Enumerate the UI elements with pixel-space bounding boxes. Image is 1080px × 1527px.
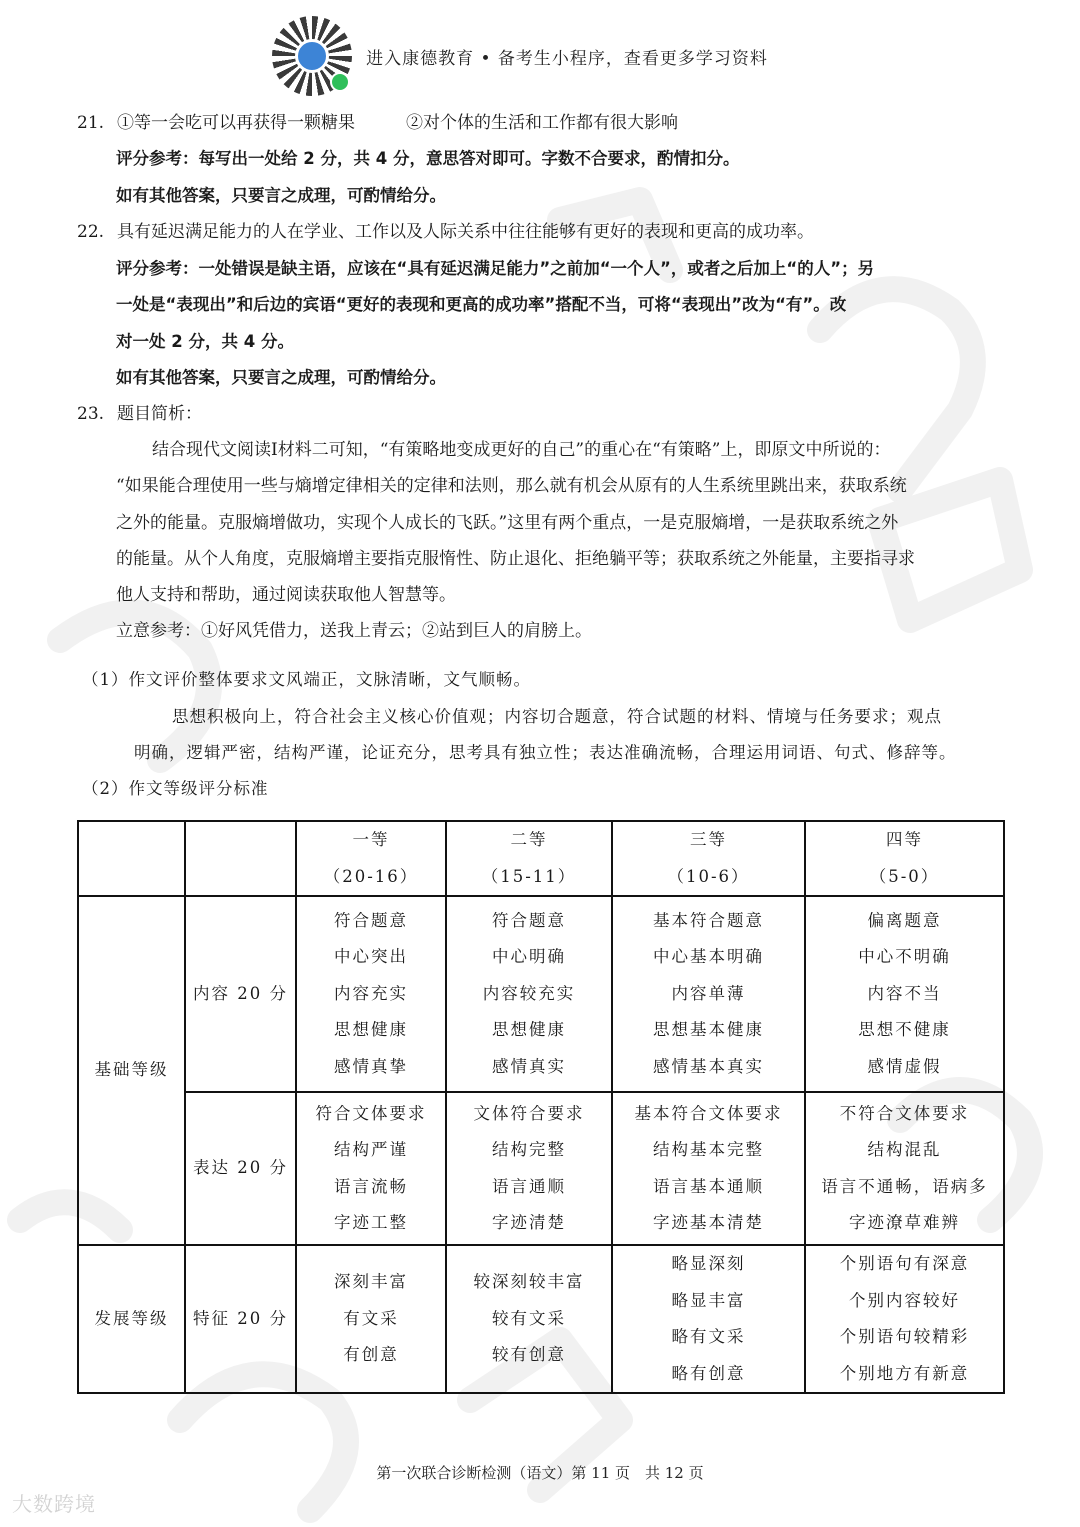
page-footer: 第一次联合诊断检测（语文）第 11 页 共 12 页 [376,1464,704,1482]
grade-header: 二等 （15-11） [446,821,612,896]
q21-answer-line [77,111,678,135]
q23-para-line: “如果能合理使用一些与熵增定律相关的定律和法则，那么就有机会从原有的人生系统里跳出来，获取系统 [116,476,907,496]
table-header-row [78,821,1004,896]
q22-score-line: 一处是“表现出”和后边的宾语“更好的表现和更高的成功率”搭配不当，可将“表现出”改为“有”。改 [116,295,847,314]
table-row [78,1092,1004,1245]
feature-cell: 深刻丰富 有文采 有创意 [296,1245,446,1393]
essay-section-1-line: 思想积极向上，符合社会主义核心价值观；内容切合题意，符合试题的材料、情境与任务要求；观点 [172,707,942,726]
essay-section-1-title: （1）作文评价整体要求文风端正，文脉清晰，文气顺畅。 [82,670,531,689]
q21-number: 21. [77,113,105,133]
essay-section-2-title: （2）作文等级评分标准 [82,779,269,798]
page-header [0,14,1080,98]
content-cell: 基本符合题意 中心基本明确 内容单薄 思想基本健康 感情基本真实 [612,896,805,1092]
corner-cell [78,821,185,896]
q23-heading: 题目简析： [117,404,202,424]
feature-cell: 较深刻较丰富 较有文采 较有创意 [446,1245,612,1393]
content-cell: 符合题意 中心突出 内容充实 思想健康 感情真挚 [296,896,446,1092]
expression-cell: 不符合文体要求 结构混乱 语言不通畅，语病多 字迹潦草难辨 [805,1092,1004,1245]
q23-para-line: 之外的能量。克服熵增做功，实现个人成长的飞跃。”这里有两个重点，一是克服熵增，一是获取系统之外 [116,513,899,533]
brand-text: 大数跨境 [12,1492,96,1516]
feature-cell: 略显深刻 略显丰富 略有文采 略有创意 [612,1245,805,1393]
feature-cell: 个别语句有深意 个别内容较好 个别语句较精彩 个别地方有新意 [805,1245,1004,1393]
q23-para-line: 他人支持和帮助，通过阅读获取他人智慧等。 [116,585,456,605]
brand-watermark [12,1488,96,1517]
corner-cell [185,821,296,896]
q21-answer: ①等一会吃可以再获得一颗糖果 ②对个体的生活和工作都有很大影响 [117,113,678,133]
q22-answer: 具有延迟满足能力的人在学业、工作以及人际关系中往往能够有更好的表现和更高的成功率。 [117,222,814,242]
q22-score-line: 对一处 2 分，共 4 分。 [116,332,294,351]
expression-label: 表达 20 分 [185,1092,296,1245]
table-row [78,1245,1004,1393]
q23-number: 23. [77,404,105,424]
logo-icon [295,39,329,73]
q23-para-line: 结合现代文阅读Ⅰ材料二可知，“有策略地变成更好的自己”的重心在“有策略”上，即原文中所说的： [152,440,891,460]
q22-score-line: 评分参考：一处错误是缺主语，应该在“具有延迟满足能力”之前加“一个人”，或者之后加上“的人”；另 [116,259,875,278]
q22-answer-line [77,220,814,244]
feature-label: 特征 20 分 [185,1245,296,1393]
header-text: 进入康德教育 • 备考生小程序，查看更多学习资料 [366,48,768,69]
q21-other: 如有其他答案，只要言之成理，可酌情给分。 [116,186,446,205]
content-label: 内容 20 分 [185,896,296,1092]
essay-section-1-line: 明确，逻辑严密，结构严谨，论证充分，思考具有独立性；表达准确流畅，合理运用词语、句式、修辞等。 [134,743,957,762]
q23-heading-line [77,402,202,426]
grade-header: 四等 （5-0） [805,821,1004,896]
q22-other: 如有其他答案，只要言之成理，可酌情给分。 [116,368,446,387]
table-row [78,896,1004,1092]
q23-idea: 立意参考：①好风凭借力，送我上青云；②站到巨人的肩膀上。 [116,621,592,641]
q22-number: 22. [77,222,105,242]
basic-level-label: 基础等级 [78,896,185,1245]
expression-cell: 文体符合要求 结构完整 语言通顺 字迹清楚 [446,1092,612,1245]
grade-header: 三等 （10-6） [612,821,805,896]
expression-cell: 符合文体要求 结构严谨 语言流畅 字迹工整 [296,1092,446,1245]
essay-grading-table [77,820,1005,1394]
mini-program-qr-icon[interactable] [272,16,352,96]
q21-score: 评分参考：每写出一处给 2 分，共 4 分，意思答对即可。字数不合要求，酌情扣分。 [116,149,740,168]
development-level-label: 发展等级 [78,1245,185,1393]
content-cell: 偏离题意 中心不明确 内容不当 思想不健康 感情虚假 [805,896,1004,1092]
grade-header: 一等 （20-16） [296,821,446,896]
content-cell: 符合题意 中心明确 内容较充实 思想健康 感情真实 [446,896,612,1092]
wechat-badge-icon [330,72,350,92]
q23-para-line: 的能量。从个人角度，克服熵增主要指克服惰性、防止退化、拒绝躺平等；获取系统之外能量，主要指寻求 [116,549,915,569]
expression-cell: 基本符合文体要求 结构基本完整 语言基本通顺 字迹基本清楚 [612,1092,805,1245]
